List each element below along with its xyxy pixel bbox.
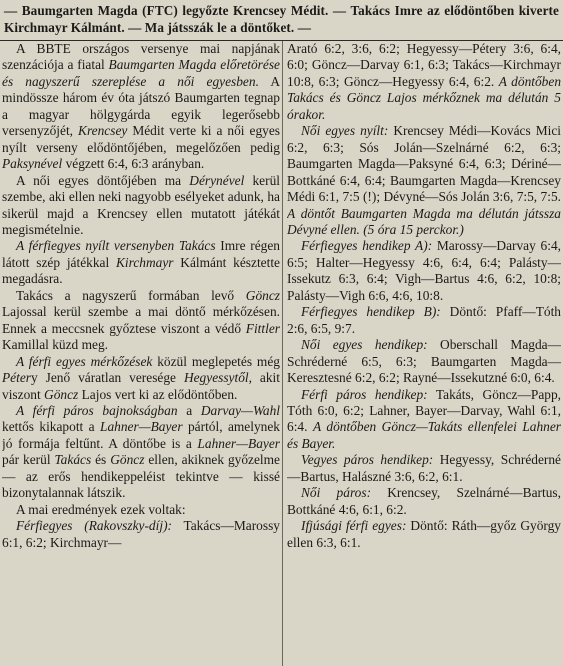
right-column-paragraph — [287, 337, 561, 386]
italic-text: A férfi egyes mérkőzések — [16, 353, 153, 369]
body-text: Krencsey Médi—Kovács Mici 6:2, 6:3; Sós Jolán—Szelnárné 6:2, 6:3; Baumgarten Magda—Paksyné 6:4, 6:3; Dériné—Bottkáné 6:4, 6:4; Baumgarten Magda—Krencsey Médi 6:1, 7:5 (!); Dévyné—Sós Jolán 3:6, 7:5, 7:5. — [287, 123, 561, 205]
body-text: pártól, amelynek jó formája feltűnt. A döntőbe is a — [2, 419, 280, 451]
body-text: Médit verte ki a női egyes nyílt verseny elődöntőjében, megelőzően pedig — [2, 123, 280, 155]
italic-text: Lahner—Bayer — [197, 435, 280, 451]
italic-text: Női egyes hendikep: — [301, 337, 428, 353]
left-column — [2, 41, 280, 666]
body-text: végzett 6:4, 6:3 arányban. — [62, 156, 205, 172]
left-column-paragraph — [2, 502, 280, 518]
italic-text: Férfiegyes hendikep B): — [301, 304, 441, 320]
italic-text: Fittler — [245, 320, 280, 336]
body-text: Lajossal kerül szembe a mai döntő mérkőzésen. Ennek a meccsnek győztese viszont a védő — [2, 304, 280, 336]
right-column-paragraph — [287, 485, 561, 518]
italic-text: Női páros: — [301, 485, 372, 501]
right-column-paragraph — [287, 41, 561, 123]
body-text: akit viszont — [2, 370, 280, 402]
body-text: a — [177, 402, 201, 418]
italic-text: Péter — [2, 370, 31, 386]
column-rule — [282, 41, 283, 666]
italic-text: Takács — [54, 452, 92, 468]
body-text: Hegyessy, Schréderné—Bartus, Halászné 3:6, 6:2, 6:1. — [287, 452, 561, 484]
right-column-paragraph — [287, 304, 561, 337]
article-headline: — Baumgarten Magda (FTC) legyőzte Krencsey Médit. — Takács Imre az elődöntőben kiverte Kirchmayr Kálmánt. — Ma játsszák le a döntőket. — — [4, 3, 559, 35]
right-column-paragraph — [287, 238, 561, 304]
body-text: A mai eredmények ezek voltak: — [16, 501, 186, 517]
italic-text: A férfiegyes nyílt versenyben Takács — [16, 238, 216, 254]
italic-text: Férfiegyes hendikep A): — [301, 238, 433, 254]
body-text: közül meglepetés még — [152, 353, 280, 369]
italic-text: A férfi páros bajnokságban — [16, 402, 178, 418]
italic-text: Ifjúsági férfi egyes: — [301, 518, 407, 534]
italic-text: Férfi páros hendikep: — [301, 386, 428, 402]
right-column-paragraph — [287, 452, 561, 485]
italic-text: Göncz — [245, 287, 280, 303]
italic-text: Paksynével — [2, 156, 63, 172]
italic-text: A döntőben Göncz—Takáts ellenfelei Lahner és Bayer. — [287, 419, 561, 451]
italic-text: Férfiegyes (Rakovszky-díj): — [16, 518, 172, 534]
left-column-paragraph — [2, 403, 280, 502]
italic-text: Hegyessytől, — [183, 370, 252, 386]
body-text: Imre régen látott szép játékkal — [2, 238, 280, 270]
italic-text: Női egyes nyílt: — [301, 123, 389, 139]
body-text: Döntő: Pfaff—Tóth 2:6, 6:5, 9:7. — [287, 304, 561, 336]
italic-text: Göncz — [44, 386, 79, 402]
body-text: Oberschall Magda—Schréderné 6:5, 6:3; Baumgarten Magda—Keresztesné 6:2, 6:2; Rayné—Issekutzné 6:0, 6:4. — [287, 337, 561, 386]
italic-text: A döntőben Takács és Göncz Lajos mérkőznek ma délután 5 órakor. — [287, 73, 561, 122]
left-column-paragraph — [2, 238, 280, 287]
italic-text: A döntőt Baumgarten Magda ma délután játssza Dévyné ellen. (5 óra 15 perckor.) — [287, 205, 561, 237]
italic-text: Krencsey — [78, 123, 128, 139]
body-text: kerül szembe, aki ellen neki nagyobb esélyeket adunk, ha sikerül majd a Krencsey ellen mutatott játékát megismételnie. — [2, 172, 280, 237]
body-text: Arató 6:2, 3:6, 6:2; Hegyessy—Pétery 3:6, 6:4, 6:0; Göncz—Darvay 6:1, 6:3; Takács—Kirchmayr 10:8, 6:3; Göncz—Hegyessy 6:4, 6:2. — [287, 41, 561, 89]
body-text: Kálmánt késztette megadásra. — [2, 254, 280, 287]
left-column-paragraph — [2, 173, 280, 239]
body-text: Krencsey, Szelnárné—Bartus, Bottkáné 4:6, 6:1, 6:2. — [287, 485, 561, 517]
body-text: Takács a nagyszerű formában levő — [16, 287, 246, 303]
body-text: Kamillal küzd meg. — [2, 337, 108, 353]
italic-text: Göncz — [110, 452, 145, 468]
left-column-paragraph — [2, 41, 280, 173]
left-column-paragraph — [2, 518, 280, 551]
body-text: és — [91, 452, 111, 468]
body-text: ellen, akiknek győzelme — az erős hendikeppeléist tekintve — kissé bizonytalannak látszik. — [2, 452, 280, 501]
italic-text: Vegyes páros hendikep: — [301, 452, 434, 468]
body-text: Lajos vert ki az elődöntőben. — [78, 386, 238, 402]
left-column-paragraph — [2, 288, 280, 354]
italic-text: Dérynével — [189, 172, 245, 188]
right-column-paragraph — [287, 387, 561, 453]
right-column — [287, 41, 561, 666]
body-text: A BBTE országos versenye mai napjának szenzációja a fiatal — [2, 41, 280, 73]
italic-text: Darvay—Wahl — [200, 402, 280, 418]
body-text: A mindössze három év óta játszó Baumgarten tegnap a magyar hölgygárda egyik legerősebb versenyzőjét, — [2, 73, 280, 139]
italic-text: Baumgarten Magda előretörése és nagyszerű szereplése a női egyesben. — [2, 57, 280, 89]
right-column-paragraph — [287, 518, 561, 551]
body-text: Takács—Marossy 6:1, 6:2; Kirchmayr— — [2, 518, 280, 550]
body-text: A női egyes döntőjében ma — [16, 172, 190, 188]
body-text: Takáts, Göncz—Papp, Tóth 6:0, 6:2; Lahner, Bayer—Darvay, Wahl 6:1, 6:4. — [287, 386, 561, 435]
body-text: y Jenő váratlan veresége — [31, 370, 184, 386]
body-text: pár kerül — [2, 452, 55, 468]
body-text: Marossy—Darvay 6:4, 6:5; Halter—Hegyessy 4:6, 6:4, 6:4; Palásty—Issekutz 6:3, 6:4; Vigh—Bartus 4:6, 6:2, 10:8; Palásty—Vigh 6:6, 4:6, 10:8. — [287, 238, 561, 303]
right-column-paragraph — [287, 123, 561, 238]
italic-text: Kirchmayr — [115, 254, 174, 270]
body-text: kettős kikapott a — [2, 419, 100, 435]
body-text: Döntő: Ráth—győz György ellen 6:3, 6:1. — [287, 518, 561, 550]
left-column-paragraph — [2, 354, 280, 403]
italic-text: Lahner—Bayer — [100, 419, 183, 435]
